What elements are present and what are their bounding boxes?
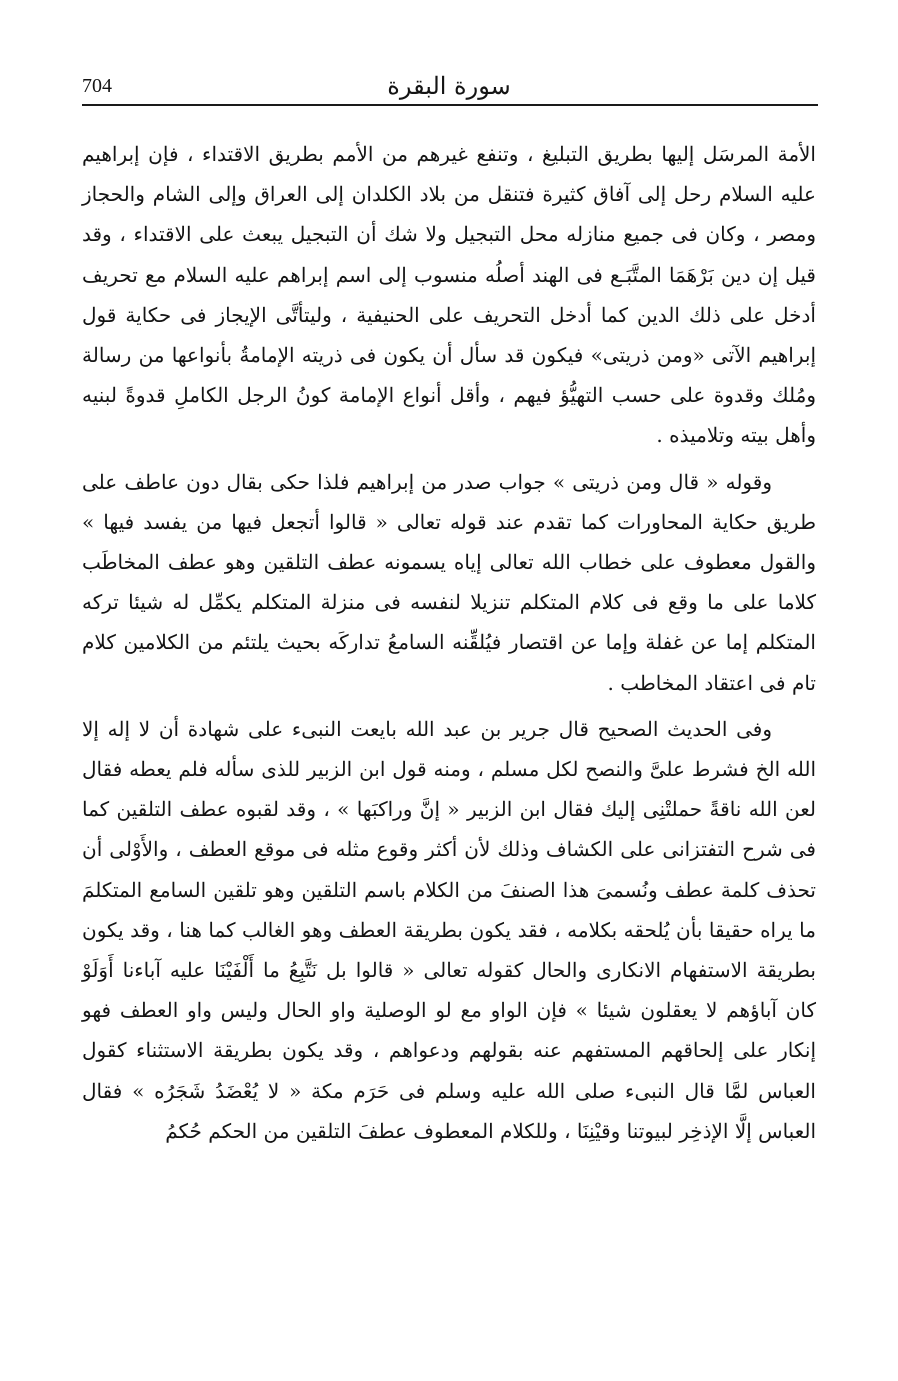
header-rule xyxy=(82,104,818,106)
paragraph-3: وفى الحديث الصحيح قال جرير بن عبد الله بايعت النبىء على شهادة أن لا إله إلا الله الخ فشرط علىَّ والنصح لكل مسلم ، ومنه قول ابن الزبير للذى سأله فلم يعطه فقال لعن الله ناقةً حملتْنِى إليك فقال ابن الزبير « إنَّ وراكبَها » ، وقد لقبوه عطف التلقين كما فى شرح التفتزانى على الكشاف وذلك لأن أكثر وقوع مثله فى موقع العطف ، والأَوْلى أن تحذف كلمة عطف ونُسمىَ هذا الصنفَ من الكلام باسم التلقين وهو تلقين السامع المتكلمَ ما يراه حقيقا بأن يُلحقه بكلامه ، فقد يكون بطريقة العطف وهو الغالب كما هنا ، وقد يكون بطريقة الاستفهام الانكارى والحال كقوله تعالى « قالوا بل نَتَّبِعُ ما أَلْفَيْنَا عليه آباءنا أَوَلَوْ كان آباؤهم لا يعقلون شيئا » فإن الواو مع لو الوصلية واو الحال وليس واو العطف فهو إنكار على إلحاقهم المستفهم عنه بقولهم ودعواهم ، وقد يكون بطريقة الاستثناء كقول العباس لمَّا قال النبىء صلى الله عليه وسلم فى حَرَم مكة « لا يُعْضَدُ شَجَرُه » فقال العباس إلَّا الإذخِر لبيوتنا وقيْنِنَا ، وللكلام المعطوف عطفَ التلقين من الحكم حُكمُ xyxy=(82,716,816,1143)
page-header xyxy=(82,66,816,106)
paragraph-1: الأمة المرسَل إليها بطريق التبليغ ، وتنفع غيرهم من الأمم بطريق الاقتداء ، فإن إبراهيم عليه السلام رحل إلى آفاق كثيرة فتنقل من بلاد الكلدان إلى العراق وإلى الشام والحجاز ومصر ، وكان فى جميع منازله محل التبجيل ولا شك أن التبجيل يبعث على الاقتداء ، وقد قيل إن دين بَرْهَمَا المتَّبَـع فى الهند أصلُه منسوب إلى اسم إبراهم عليه السلام مع تحريف أدخل على ذلك الدين كما أدخل التحريف على الحنيفية ، وليتأتَّى الإيجاز فى حكاية قول إبراهيم الآتى «ومن ذريتى» فيكون قد سأل أن يكون فى ذريته الإمامةُ بأنواعها من رسالة ومُلك وقدوة على حسب التهيُّؤ فيهم ، وأقل أنواع الإمامة كونُ الرجل الكاملِ قدوةً لبنيه وأهل بيته وتلاميذه . xyxy=(82,142,816,448)
running-title: سورة البقرة xyxy=(387,72,511,100)
page-number: 704 xyxy=(82,74,112,97)
paragraph-2: وقوله « قال ومن ذريتى » جواب صدر من إبراهيم فلذا حكى بقال دون عاطف على طريق حكاية المحاورات كما تقدم عند قوله تعالى « قالوا أتجعل فيها من يفسد فيها » والقول معطوف على خطاب الله تعالى إياه يسمونه عطف التلقين وهو عطف المخاطَب كلاما على ما وقع فى كلام المتكلم تنزيلا لنفسه فى منزلة المتكلم يكمِّل له شيئا تركه المتكلم إما عن غفلة وإما عن اقتصار فيُلقِّنه السامعُ تداركَه بحيث يلتئم من الكلامين كلام تام فى اعتقاد المخاطب . xyxy=(82,469,816,695)
body-text xyxy=(82,134,816,1151)
